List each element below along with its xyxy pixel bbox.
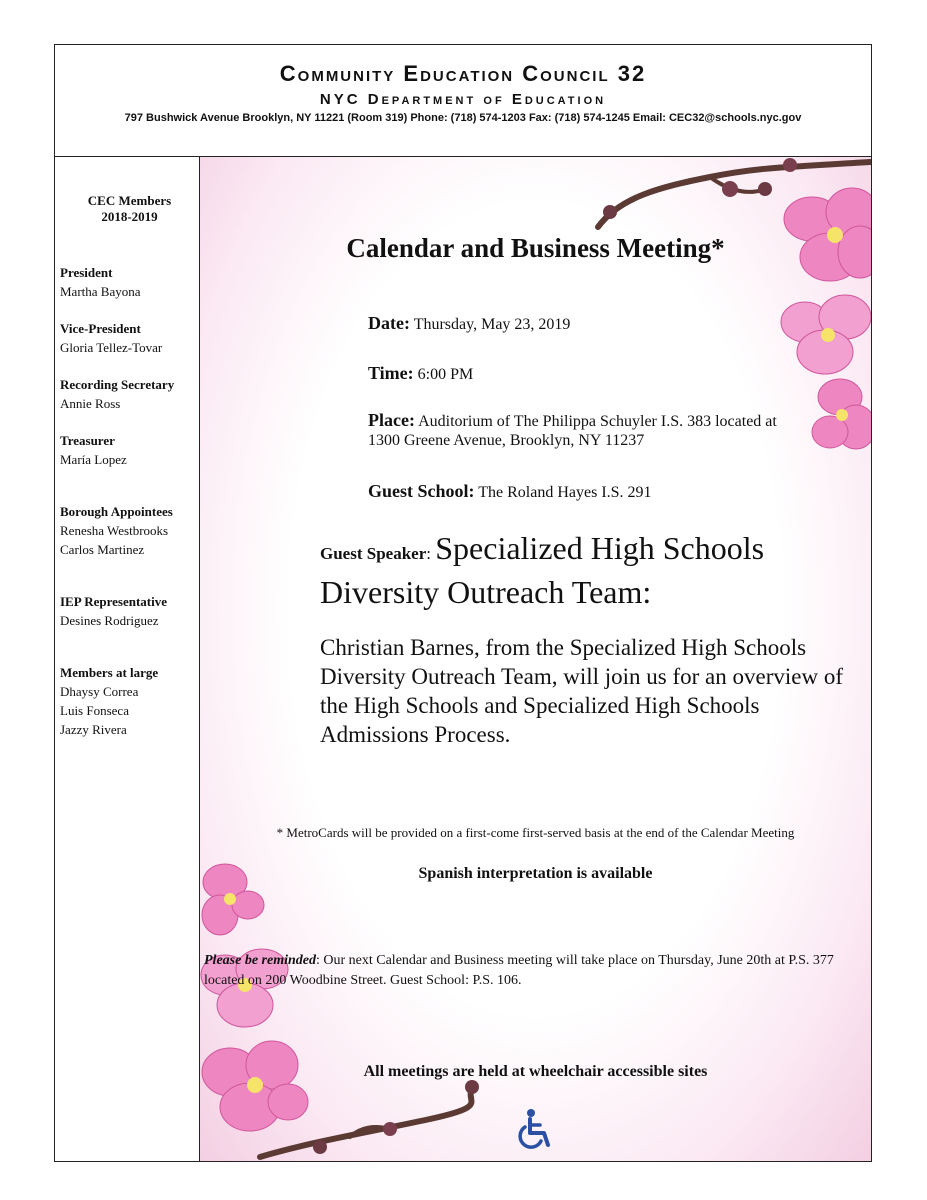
members-heading: CEC Members 2018-2019	[87, 193, 172, 224]
guest-school-label: Guest School:	[368, 481, 475, 501]
speaker-name: Specialized High Schools	[435, 530, 765, 566]
member-name: Desines Rodriguez	[60, 613, 159, 628]
speaker-label: Guest Speaker	[320, 544, 427, 563]
role-label: President	[60, 265, 113, 280]
time-label: Time:	[368, 363, 414, 383]
role-label: Borough Appointees	[60, 504, 173, 519]
date-value: Thursday, May 23, 2019	[413, 316, 571, 333]
role-label: Recording Secretary	[60, 377, 175, 392]
meeting-title: Calendar and Business Meeting*	[346, 233, 725, 263]
member-name: María Lopez	[60, 452, 127, 467]
member-group-members-at-large	[60, 663, 199, 739]
org-name: Community Education Council 32	[279, 61, 647, 86]
speaker-description: Christian Barnes, from the Specialized High Schools Diversity Outreach Team, will join us for an overview of the High Schools and Specialized High Schools Admissions Process.	[320, 635, 843, 747]
meeting-date	[368, 313, 570, 334]
meeting-time	[368, 363, 473, 384]
member-name: Carlos Martinez	[60, 542, 145, 557]
place-value-line1: Auditorium of The Philippa Schuyler I.S. 383 located at	[418, 413, 777, 430]
guest-school	[368, 481, 652, 502]
member-group-iep-representative	[60, 592, 199, 630]
reminder-text: Our next Calendar and Business meeting will take place on Thursday, June 20th at P.S. 377 located on 200 Woodbine Street. Guest School: P.S. 106.	[204, 953, 834, 988]
meeting-panel	[200, 157, 871, 1161]
place-value-line2: 1300 Greene Avenue, Brooklyn, NY 11237	[368, 432, 645, 449]
member-group-vice-president	[60, 319, 199, 357]
member-name: Jazzy Rivera	[60, 722, 127, 737]
role-label: Members at large	[60, 665, 159, 680]
member-group-borough-appointees	[60, 502, 199, 559]
guest-school-value: The Roland Hayes I.S. 291	[478, 484, 652, 501]
member-name: Renesha Westbrooks	[60, 523, 169, 538]
guest-speaker: Guest Speaker: Specialized High Schools Diversity Outreach Team:	[320, 530, 765, 610]
date-label: Date:	[368, 313, 410, 333]
contact-info: 797 Bushwick Avenue Brooklyn, NY 11221 (Room 319) Phone: (718) 574-1203 Fax: (718) 574-1245 Email: CEC32@schools.nyc.gov	[124, 112, 802, 124]
member-name: Annie Ross	[60, 396, 121, 411]
members-sidebar	[55, 157, 200, 1161]
role-label: Treasurer	[60, 433, 115, 448]
spanish-interpretation-note: Spanish interpretation is available	[418, 865, 653, 882]
role-label: Vice-President	[60, 321, 141, 336]
accessibility-note: All meetings are held at wheelchair accessible sites	[363, 1063, 708, 1080]
member-name: Luis Fonseca	[60, 703, 129, 718]
header	[55, 45, 871, 157]
meeting-place	[368, 411, 868, 450]
speaker-name-line2: Diversity Outreach Team	[320, 574, 643, 610]
time-value: 6:00 PM	[417, 366, 474, 383]
member-group-recording-secretary	[60, 375, 199, 413]
reminder-label: Please be reminded	[204, 953, 316, 968]
flyer-frame	[54, 44, 872, 1162]
orchid-branch-bottom-icon	[200, 857, 500, 1161]
member-group-president	[60, 263, 199, 301]
role-label: IEP Representative	[60, 594, 167, 609]
department-name: NYC Department of Education	[319, 91, 607, 108]
wheelchair-icon	[514, 1107, 558, 1151]
next-meeting-reminder: Please be reminded: Our next Calendar and Business meeting will take place on Thursday, June 20th at P.S. 377 located on 200 Woodbine Street. Guest School: P.S. 106.	[204, 953, 834, 988]
member-group-treasurer	[60, 431, 199, 469]
member-name: Gloria Tellez-Tovar	[60, 340, 163, 355]
member-name: Dhaysy Correa	[60, 684, 139, 699]
member-name: Martha Bayona	[60, 284, 141, 299]
place-label: Place:	[368, 410, 415, 430]
metrocard-note: * MetroCards will be provided on a first-come first-served basis at the end of the Calendar Meeting	[276, 825, 795, 840]
